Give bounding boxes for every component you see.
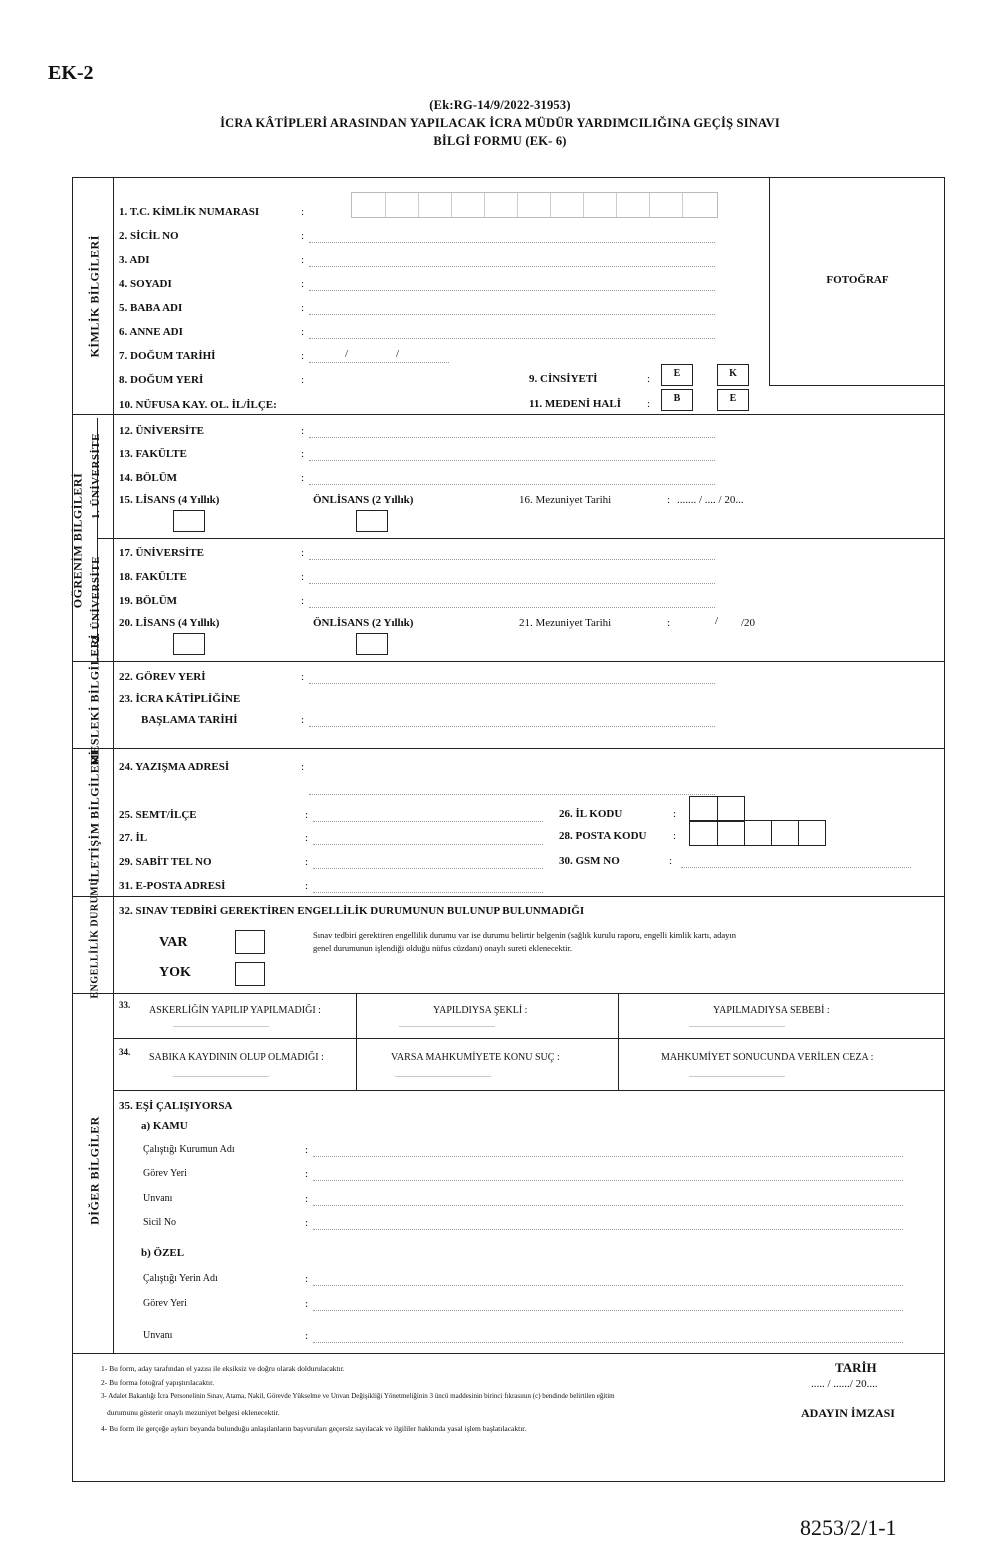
divider-iletisim (73, 896, 944, 897)
engellilik-note-1: Sınav tedbiri gerektiren engellilik durumu var ise durumu belirtir belgenin (sağlık kurulu raporu, engelli kimlik kartı, adayın (313, 930, 737, 940)
field-mezuniyet2-label: 21. Mezuniyet Tarihi (519, 617, 612, 629)
label-column-separator (113, 178, 114, 1353)
tc-number-boxes[interactable] (351, 192, 718, 218)
kamu-unvan-label: Unvanı (143, 1193, 173, 1204)
header-ref: (Ek:RG-14/9/2022-31953) (429, 98, 571, 112)
other-row-sep-2 (113, 1090, 944, 1091)
divider-ogrenim (73, 661, 944, 662)
note-2: 2- Bu forma fotoğraf yapıştırılacaktır. (101, 1378, 215, 1387)
field-sicil-label: 2. SİCİL NO (119, 230, 179, 242)
field-mezuniyet1-label: 16. Mezuniyet Tarihi (519, 494, 612, 506)
field-anne-input[interactable] (309, 338, 715, 339)
field-adres-label: 24. YAZIŞMA ADRESİ (119, 761, 230, 773)
field-uni1-label: 12. ÜNİVERSİTE (119, 425, 204, 437)
photo-box[interactable] (769, 178, 945, 386)
kamu-sicil-input[interactable] (313, 1229, 903, 1230)
lisans2-checkbox[interactable] (173, 633, 205, 655)
field-bolum2-input[interactable] (309, 607, 715, 608)
posta-kodu-boxes[interactable] (689, 820, 826, 846)
marital-e-label: E (729, 393, 737, 404)
divider-diger (73, 1353, 944, 1354)
ozel-gorev-input[interactable] (313, 1310, 903, 1311)
field-soyad-label: 4. SOYADI (119, 278, 172, 290)
gender-e-box[interactable] (661, 364, 693, 386)
field-askerlik-input[interactable]: ................................................ (173, 1020, 269, 1029)
engellilik-yok-label: YOK (159, 965, 191, 980)
tarih-value[interactable]: ..... / ....../ 20.... (811, 1378, 878, 1390)
field-engellilik-label: 32. SINAV TEDBİRİ GEREKTİREN ENGELLİLİK DURUMUNUN BULUNUP BULUNMADIĞI (119, 905, 585, 917)
field-fakulte2-input[interactable] (309, 583, 715, 584)
field-sabit-tel-input[interactable] (313, 868, 543, 869)
section-kimlik: KİMLİK BİLGİLERİ (87, 235, 102, 358)
marital-b-box[interactable] (661, 389, 693, 411)
field-baba-label: 5. BABA ADI (119, 302, 183, 314)
field-33-number: 33. (119, 1000, 131, 1010)
section-mesleki: MESLEKİ BİLGİLERİ (87, 633, 102, 766)
field-cinsiyet-label: 9. CİNSİYETİ (529, 373, 598, 385)
ozel-gorev-label: Görev Yeri (143, 1298, 187, 1309)
ozel-yer-label: Çalıştığı Yerin Adı (143, 1273, 218, 1284)
section-uni2: 2. ÜNİVERSİTE (90, 556, 102, 642)
kamu-kurum-label: Çalıştığı Kurumun Adı (143, 1144, 235, 1155)
mezuniyet2-year[interactable]: /20 (741, 617, 756, 629)
field-il-kodu-label: 26. İL KODU (559, 808, 623, 820)
engellilik-note-2: genel durumunun işlendiği olduğu nüfus cüzdanı) onaylı sureti eklenecektir. (313, 943, 572, 953)
field-yapildiysa-input[interactable]: ................................................ (399, 1020, 495, 1029)
field-sabika-input[interactable]: ................................................ (173, 1070, 269, 1079)
ozel-yer-input[interactable] (313, 1285, 903, 1286)
gender-e-label: E (673, 368, 681, 379)
ozel-label: b) ÖZEL (141, 1247, 185, 1259)
field-soyad-input[interactable] (309, 290, 715, 291)
other-col-sep-2 (618, 993, 619, 1090)
kamu-kurum-input[interactable] (313, 1156, 903, 1157)
field-yapilmadiysa-label: YAPILMADIYSA SEBEBİ : (713, 1005, 830, 1016)
field-baba-input[interactable] (309, 314, 715, 315)
field-sicil-input[interactable] (309, 242, 715, 243)
field-askerlik-label: ASKERLİĞİN YAPILIP YAPILMADIĞI : (149, 1005, 321, 1016)
field-eposta-input[interactable] (313, 892, 543, 893)
gender-k-box[interactable] (717, 364, 749, 386)
section-engellilik: ENGELLİLİK DURUMU (89, 878, 101, 999)
field-lisans2-label: 20. LİSANS (4 Yıllık) (119, 617, 220, 629)
field-bolum2-label: 19. BÖLÜM (119, 595, 178, 607)
tarih-label: TARİH (835, 1360, 877, 1375)
info-form: KİMLİK BİLGİLERİ ÖĞRENİM BİLGİLERİ 1. ÜNİVERSİTE 2. ÜNİVERSİTE MESLEKİ BİLGİLERİ İLETİŞİM BİLGİLERİ ENGELLİLİK DURUMU DİĞER BİLGİLER FOTOĞRAF 1. T.C. KİMLİK NUMARASI : 2. SİCİL NO : 3. ADI : 4. SOYADI : 5. BABA ADI : 6. ANNE ADI : 7. DOĞUM TARİHİ : / / 8. DOĞUM YERİ : 10. NÜFUSA KAY. OL. İL/İLÇE: 9. CİNSİYETİ : E K 11. MEDENİ HALİ : B E 12. ÜNİVERSİTE : 13. FAKÜLTE : 14. BÖLÜM : 15. LİSANS (4 Yıllık) ÖNLİSANS (2 Yıllık) 16. Mezuniyet Tarihi : ....... / .... / 20... 17. ÜNİVERSİTE : 18. FAKÜLTE : 19. BÖLÜM : 20. LİSANS (4 Yıllık) ÖNLİSANS (2 Yıllık) 21. Mezuniyet Tarihi : / /20 22. GÖREV YERİ : 23. İCRA KÂTİPLİĞİNE BAŞLAMA TARİHİ : 24. YAZIŞMA ADRESİ : 25. SEMT/İLÇE : 27. İL : 29. SABİT TEL NO : 31. E-POSTA ADRESİ : 26. İL KODU : 28. POSTA KODU : 30. GSM NO : 32. SINAV TEDBİRİ GEREKTİREN ENGELLİLİK DURUMUNUN BULUNUP BULUNMADIĞI VAR YOK Sınav tedbiri gerektiren engellilik durumu var ise durumu belirtir belgenin (sağlık kurulu raporu, engelli kimlik kartı, adayın genel durumunun işlendiği olduğu nüfus cüzdanı) onaylı sureti eklenecektir. 33. ASKERLİĞİN YAPILIP YAPILMADIĞI : ................................................ YAPILDIYSA ŞEKLİ : ................................................ YAPILMADIYSA SEBEBİ : ................................................ 34. SABIKA KAYDININ OLUP OLMADIĞI : ................................................ VARSA MAHKUMİYETE KONU SUÇ : ................................................ MAHKUMİYET SONUCUNDA VERİLEN CEZA : ................................................ 35. EŞİ ÇALIŞIYORSA a) KAMU Çalıştığı Kurumun Adı : Görev Yeri : Unvanı : Sicil No : b) ÖZEL Çalıştığı Yerin Adı : Görev Yeri : Unvanı : 1- Bu form, aday tarafından el yazısı ile eksiksiz ve doğru olarak doldurulacaktır. 2- Bu forma fotoğraf yapıştırılacaktır. 3- Adalet Bakanlığı İcra Personelinin Sınav, Atama, Nakil, Görevde Yükselme ve Unvan Değişikliği Yönetmeliğinin 3 üncü maddesinin birinci fıkrasının (c) bendinde belirtilen eğitim durumunu gösterir onaylı mezuniyet belgesi eklenecektir. 4- Bu form ile gerçeğe aykırı beyanda bulunduğu anlaşılanların başvuruları geçersiz sayılacak ve ilgililer hakkında yasal işlem başlatılacaktır. TARİH ..... / ....../ 20.... ADAYIN İMZASI (72, 177, 945, 1482)
field-esi-label: 35. EŞİ ÇALIŞIYORSA (119, 1100, 233, 1112)
field-sabika-label: SABIKA KAYDININ OLUP OLMADIĞI : (149, 1052, 324, 1063)
section-iletisim: İLETİŞİM BİLGİLERİ (87, 750, 102, 883)
field-suc-label: VARSA MAHKUMİYETE KONU SUÇ : (391, 1052, 560, 1063)
section-ogrenim: ÖĞRENİM BİLGİLERİ (70, 472, 85, 609)
field-yapildiysa-label: YAPILDIYSA ŞEKLİ : (433, 1005, 528, 1016)
page-label: EK-2 (48, 62, 94, 84)
onlisans1-checkbox[interactable] (356, 510, 388, 532)
field-semt-label: 25. SEMT/İLÇE (119, 809, 197, 821)
field-ceza-label: MAHKUMİYET SONUCUNDA VERİLEN CEZA : (661, 1052, 874, 1063)
field-medeni-label: 11. MEDENİ HALİ (529, 398, 621, 410)
field-gsm-label: 30. GSM NO (559, 855, 620, 867)
field-fakulte2-label: 18. FAKÜLTE (119, 571, 187, 583)
field-il-input[interactable] (313, 844, 543, 845)
il-kodu-boxes[interactable] (689, 796, 745, 822)
field-bolum1-label: 14. BÖLÜM (119, 472, 178, 484)
photo-label: FOTOĞRAF (826, 274, 889, 286)
field-onlisans2-label: ÖNLİSANS (2 Yıllık) (313, 617, 414, 629)
field-baslama-label: BAŞLAMA TARİHİ (141, 714, 238, 726)
field-ad-label: 3. ADI (119, 254, 150, 266)
section-diger: DİĞER BİLGİLER (87, 1116, 102, 1225)
marital-e-box[interactable] (717, 389, 749, 411)
field-anne-label: 6. ANNE ADI (119, 326, 183, 338)
note-3a: 3- Adalet Bakanlığı İcra Personelinin Sınav, Atama, Nakil, Görevde Yükselme ve Unvan Değişikliği Yönetmeliğinin 3 üncü maddesinin birinci fıkrasının (c) bendinde belirtilen eğitim (101, 1392, 615, 1400)
field-uni2-input[interactable] (309, 559, 715, 560)
field-il-label: 27. İL (119, 832, 148, 844)
field-gsm-input[interactable] (681, 867, 911, 868)
ozel-unvan-label: Unvanı (143, 1330, 173, 1341)
date-sep-2: / (396, 348, 400, 360)
field-onlisans1-label: ÖNLİSANS (2 Yıllık) (313, 494, 414, 506)
kamu-gorev-label: Görev Yeri (143, 1168, 187, 1179)
field-gorev-yeri-label: 22. GÖREV YERİ (119, 671, 206, 683)
note-3b: durumunu gösterir onaylı mezuniyet belgesi eklenecektir. (107, 1408, 280, 1417)
field-nufus-label: 10. NÜFUSA KAY. OL. İL/İLÇE: (119, 399, 277, 411)
section-uni1: 1. ÜNİVERSİTE (90, 433, 102, 519)
other-col-sep-1 (356, 993, 357, 1090)
field-uni2-label: 17. ÜNİVERSİTE (119, 547, 204, 559)
field-fakulte1-label: 13. FAKÜLTE (119, 448, 187, 460)
field-dogum-tarihi-label: 7. DOĞUM TARİHİ (119, 350, 216, 362)
field-bolum1-input[interactable] (309, 484, 715, 485)
divider-kimlik (73, 414, 944, 415)
divider-uni (97, 538, 944, 539)
field-gorev-yeri-input[interactable] (309, 683, 715, 684)
marital-b-label: B (673, 393, 681, 404)
field-adres-input[interactable] (309, 794, 715, 795)
note-4: 4- Bu form ile gerçeğe aykırı beyanda bulunduğu anlaşılanların başvuruları geçersiz sayılacak ve ilgililer hakkında yasal işlem başlatılacaktır. (101, 1424, 527, 1433)
field-fakulte1-input[interactable] (309, 460, 715, 461)
engellilik-var-checkbox[interactable] (235, 930, 265, 954)
field-mezuniyet1-value[interactable]: ....... / .... / 20... (677, 494, 744, 506)
field-uni1-input[interactable] (309, 437, 715, 438)
lisans1-checkbox[interactable] (173, 510, 205, 532)
mezuniyet2-sep: / (715, 615, 719, 627)
divider-engellilik (73, 993, 944, 994)
field-suc-input[interactable]: ................................................ (395, 1070, 491, 1079)
field-semt-input[interactable] (313, 821, 543, 822)
field-icra-katipligi-label: 23. İCRA KÂTİPLİĞİNE (119, 693, 241, 705)
field-posta-kodu-label: 28. POSTA KODU (559, 830, 647, 842)
ozel-unvan-input[interactable] (313, 1342, 903, 1343)
field-eposta-label: 31. E-POSTA ADRESİ (119, 880, 226, 892)
kamu-unvan-input[interactable] (313, 1205, 903, 1206)
header-subtitle: BİLGİ FORMU (EK- 6) (433, 134, 567, 148)
field-dogum-yeri-label: 8. DOĞUM YERİ (119, 374, 204, 386)
other-row-sep-1 (113, 1038, 944, 1039)
document-code: 8253/2/1-1 (800, 1515, 897, 1540)
field-yapilmadiysa-input[interactable]: ................................................ (689, 1020, 785, 1029)
field-34-number: 34. (119, 1047, 131, 1057)
header-title: İCRA KÂTİPLERİ ARASINDAN YAPILACAK İCRA MÜDÜR YARDIMCILIĞINA GEÇİŞ SINAVI (220, 116, 780, 130)
date-sep-1: / (345, 348, 349, 360)
field-ceza-input[interactable]: ................................................ (689, 1070, 785, 1079)
engellilik-var-label: VAR (159, 935, 188, 950)
kamu-label: a) KAMU (141, 1120, 188, 1132)
onlisans2-checkbox[interactable] (356, 633, 388, 655)
note-1: 1- Bu form, aday tarafından el yazısı ile eksiksiz ve doğru olarak doldurulacaktır. (101, 1364, 345, 1373)
kamu-gorev-input[interactable] (313, 1180, 903, 1181)
field-dogum-tarihi-input[interactable] (309, 362, 449, 363)
field-ad-input[interactable] (309, 266, 715, 267)
field-baslama-input[interactable] (309, 726, 715, 727)
imza-label: ADAYIN İMZASI (801, 1406, 895, 1420)
field-tc-label: 1. T.C. KİMLİK NUMARASI (119, 206, 260, 218)
kamu-sicil-label: Sicil No (143, 1217, 177, 1228)
field-lisans1-label: 15. LİSANS (4 Yıllık) (119, 494, 220, 506)
field-sabit-tel-label: 29. SABİT TEL NO (119, 856, 212, 868)
divider-mesleki (73, 748, 944, 749)
engellilik-yok-checkbox[interactable] (235, 962, 265, 986)
gender-k-label: K (729, 368, 737, 379)
